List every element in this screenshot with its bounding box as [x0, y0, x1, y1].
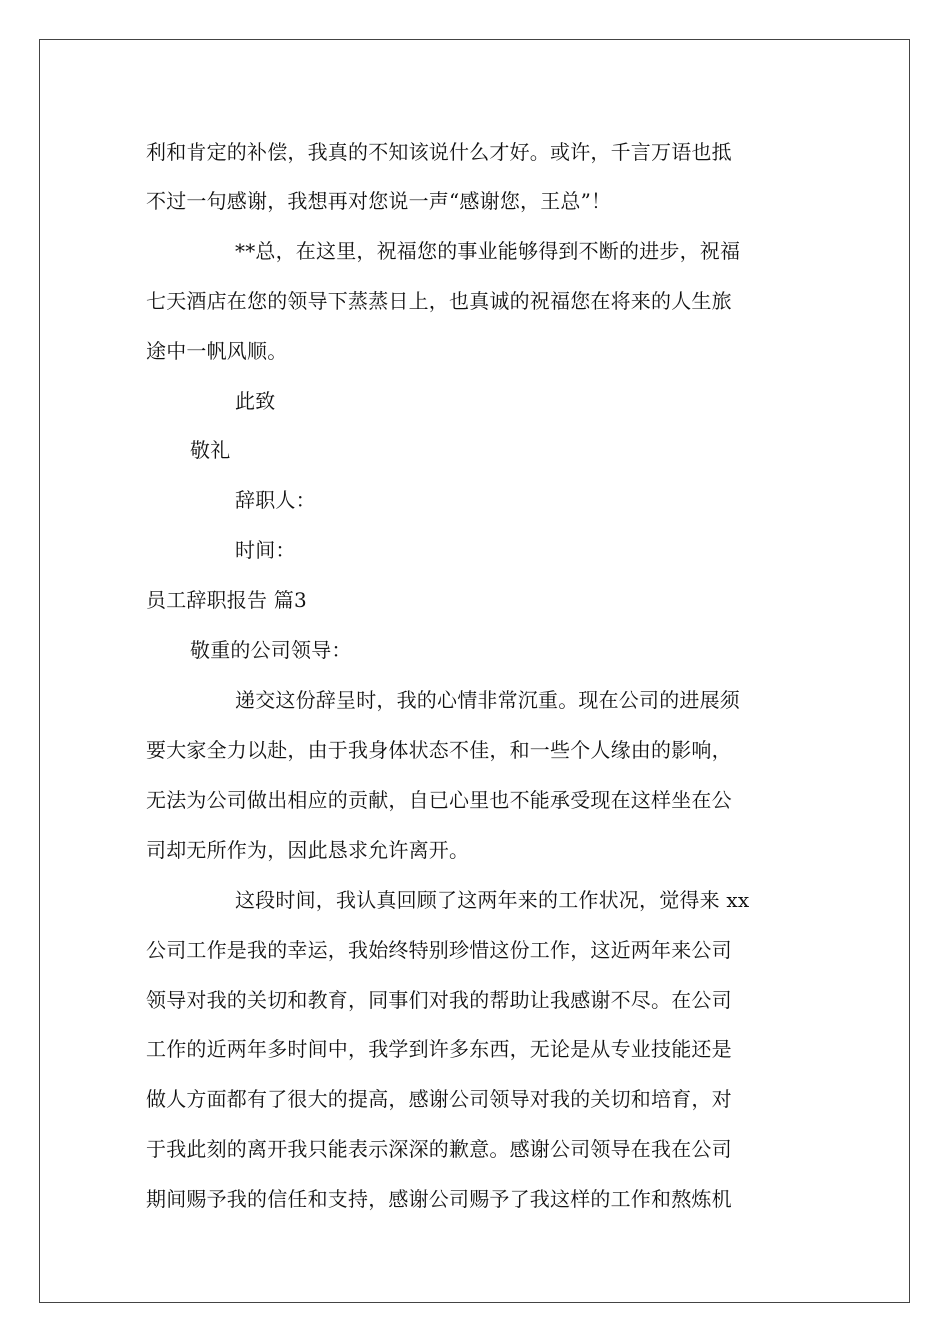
body-text-line: 期间赐予我的信任和支持，感谢公司赐予了我这样的工作和熬炼机 [146, 1187, 732, 1211]
date-label: 时间： [235, 538, 296, 562]
letter-greeting: 敬重的公司领导： [190, 638, 352, 662]
body-text-line: 不过一句感谢，我想再对您说一声“感谢您，王总”！ [146, 189, 612, 213]
body-text-line: 工作的近两年多时间中，我学到许多东西，无论是从专业技能还是 [146, 1037, 732, 1061]
body-text-line: 这段时间，我认真回顾了这两年来的工作状况，觉得来 xx [235, 888, 750, 912]
closing-salutation: 此致 [235, 389, 276, 413]
body-text-line: 利和肯定的补偿，我真的不知该说什么才好。或许，千言万语也抵 [146, 140, 732, 164]
section-heading: 员工辞职报告 篇3 [146, 588, 307, 612]
signature-label: 辞职人： [235, 488, 316, 512]
closing-regards: 敬礼 [190, 438, 231, 462]
body-text-line: 司却无所作为，因此恳求允许离开。 [146, 838, 470, 862]
body-text-line: 公司工作是我的幸运，我始终特别珍惜这份工作，这近两年来公司 [146, 938, 732, 962]
body-text-line: 于我此刻的离开我只能表示深深的歉意。感谢公司领导在我在公司 [146, 1137, 732, 1161]
page-border [39, 39, 910, 1303]
body-text-line: 领导对我的关切和教育，同事们对我的帮助让我感谢不尽。在公司 [146, 988, 732, 1012]
body-text-line: 递交这份辞呈时，我的心情非常沉重。现在公司的进展须 [235, 688, 740, 712]
body-text-line: **总，在这里，祝福您的事业能够得到不断的进步，祝福 [235, 239, 741, 263]
body-text-line: 七天酒店在您的领导下蒸蒸日上，也真诚的祝福您在将来的人生旅 [146, 289, 732, 313]
body-text-line: 做人方面都有了很大的提高，感谢公司领导对我的关切和培育，对 [146, 1087, 732, 1111]
body-text-line: 途中一帆风顺。 [146, 339, 288, 363]
body-text-line: 要大家全力以赴，由于我身体状态不佳，和一些个人缘由的影响， [146, 738, 732, 762]
body-text-line: 无法为公司做出相应的贡献，自已心里也不能承受现在这样坐在公 [146, 788, 732, 812]
